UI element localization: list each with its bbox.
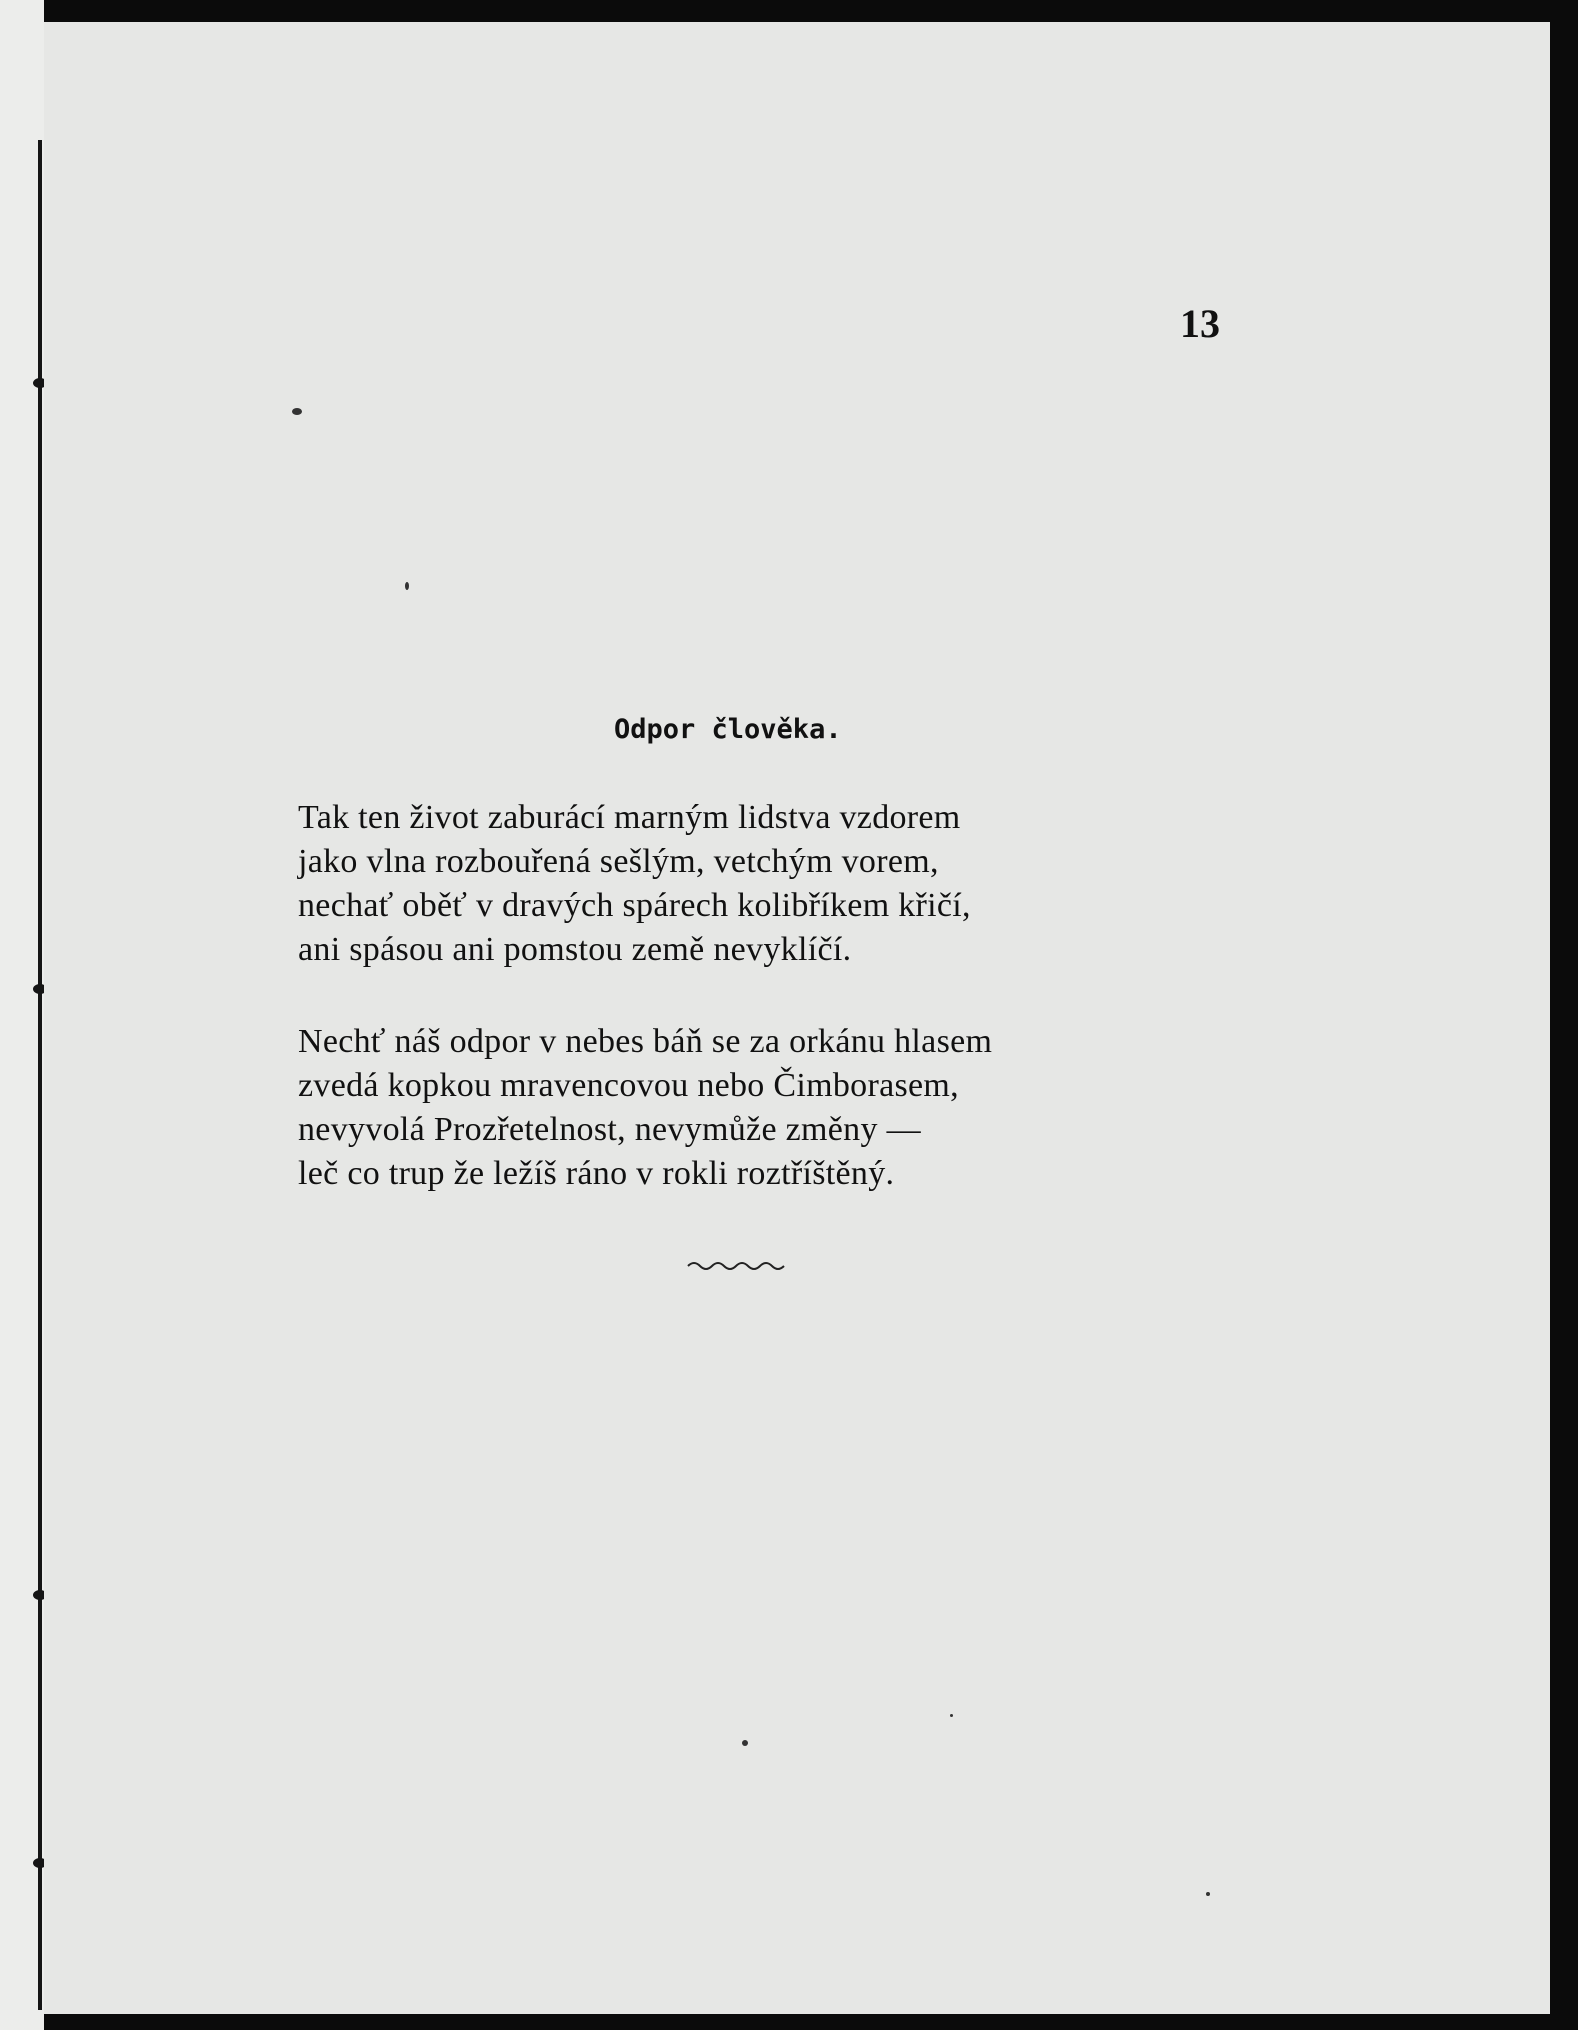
poem-line: leč co trup že ležíš ráno v rokli roztříštěný.: [298, 1155, 895, 1192]
paper-speck: [950, 1714, 953, 1717]
poem-line: zvedá kopkou mravencovou nebo Čimborasem,: [298, 1067, 959, 1104]
paper-speck: [742, 1740, 748, 1746]
binding-rule: [38, 140, 42, 2010]
poem-stanza: [298, 796, 1258, 972]
poem-stanza: [298, 1020, 1258, 1196]
paper-speck: [292, 408, 302, 415]
poem-line: jako vlna rozbouřená sešlým, vetchým vorem,: [298, 843, 939, 880]
tilde-ornament-icon: [686, 1256, 786, 1274]
poem-line: nechať oběť v dravých spárech kolibříkem křičí,: [298, 887, 971, 924]
poem-line: ani spásou ani pomstou země nevyklíčí.: [298, 931, 852, 968]
page-number: 13: [1180, 301, 1220, 346]
poem-line: nevyvolá Prozřetelnost, nevymůže změny —: [298, 1111, 921, 1148]
paper-speck: [405, 582, 409, 590]
poem-title: Odpor člověka.: [614, 714, 842, 745]
book-page: [44, 22, 1550, 2014]
poem-line: Nechť náš odpor v nebes báň se za orkánu hlasem: [298, 1023, 993, 1060]
poem-line: Tak ten život zaburácí marným lidstva vzdorem: [298, 799, 961, 836]
book-binding-edge: [0, 0, 44, 2030]
paper-speck: [1206, 1892, 1210, 1896]
